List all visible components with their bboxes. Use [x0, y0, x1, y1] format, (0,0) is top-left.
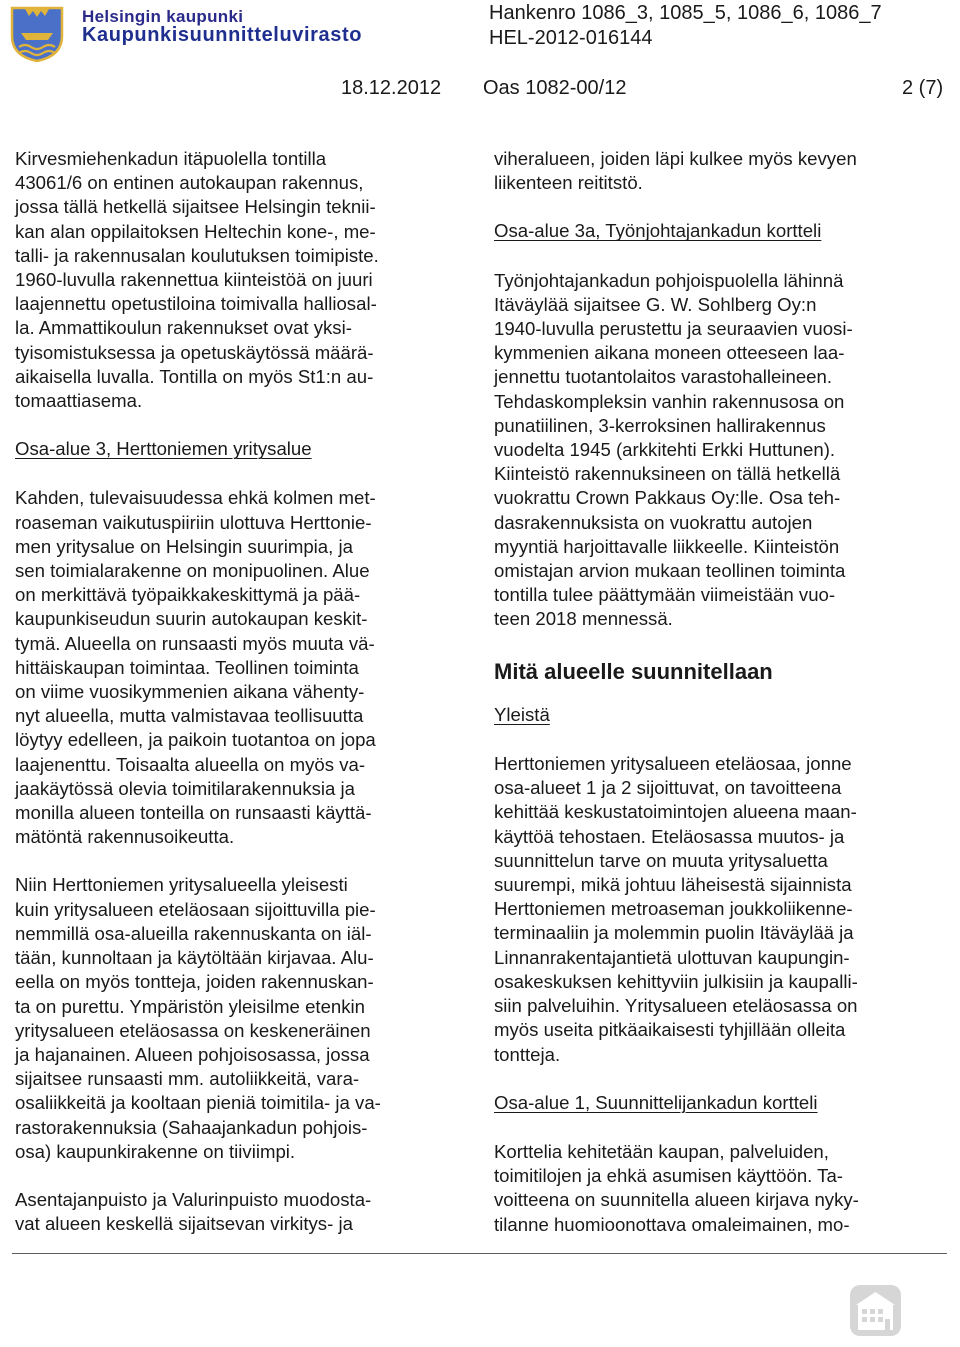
reference-number: HEL-2012-016144	[489, 27, 653, 49]
right-column	[494, 147, 879, 1237]
heading-osa-alue-3: Osa-alue 3, Herttoniemen yritysalue	[15, 438, 312, 460]
org-name-city: Helsingin kaupunki	[82, 7, 244, 26]
paragraph-viheralue: viheralueen, joiden läpi kulkee myös kevyen liikenteen reititstö.	[494, 148, 857, 194]
left-column	[15, 147, 400, 1236]
paragraph-sohlberg: Työnjohtajankadun pohjoispuolella lähinnä Itäväylää sijaitsee G. W. Sohlberg Oy:n 1940-luvulla perustettu ja seuraavien vuosi- kymmenien aikana moneen otteeseen laa- jennettu tuotantolaitos varastohalleineen. Tehdaskompleksin vanhin rakennusosa on punatiilinen, 3-kerroksinen hallirakennus vuodelta 1945 (arkkitehti Erkki Huttunen). Kiinteistö rakennuksineen on tällä hetkellä vuokrattu Crown Pakkaus Oy:lle. Osa teh- dasrakennuksista on vuokrattu autojen myyntiä harjoittavalle liikkeelle. Kiinteistön omistajan arvion mukaan teollinen toiminta tontilla tulee päättymään viimeistään vuo- teen 2018 mennessä.	[494, 269, 853, 630]
case-numbers: Hankenro 1086_3, 1085_5, 1086_6, 1086_7	[489, 2, 882, 24]
paragraph-yleista: Herttoniemen yritysalueen eteläosaa, jonne osa-alueet 1 ja 2 sijoittuvat, on tavoitteena kehittää keskustatoimintojen alueena maan- käyttöä tehostaen. Eteläosassa muutos- ja suunnittelun tarve on muuta yritysaluetta suurempi, mikä johtuu läheisestä sijainnista Herttoniemen metroaseman joukkoliikenne- terminaaliin ja molemmin puolin Itäväylää ja Linnanrakentajantietä ulottuvan kaupungin- osakeskuksen kehittyviin julkisiin ja kaupalli- siin palveluihin. Yritysalueen eteläosassa on myös useita pitkäaikaisesti tyhjillään olleita tontteja.	[494, 753, 858, 1065]
building-watermark-icon	[849, 1284, 902, 1337]
org-name-department: Kaupunkisuunnitteluvirasto	[82, 24, 363, 46]
paragraph-kortteli: Korttelia kehitetään kaupan, palveluiden, toimitilojen ja ehkä asumisen käyttöön. Ta- voitteena on suunnitella alueen kirjava nyky- tilanne huomioonottava omaleimainen, mo-	[494, 1140, 859, 1235]
paragraph-puistot: Asentajanpuisto ja Valurinpuisto muodosta- vat alueen keskellä sijaitsevan virkitys- ja	[15, 1188, 372, 1235]
paragraph-heltech: Kirvesmiehenkadun itäpuolella tontilla 43061/6 on entinen autokaupan rakennus, jossa tällä hetkellä sijaitsee Helsingin teknii- kan alan oppilaitoksen Heltechin kone-, me- talli- ja rakennusalan koulutuksen toimipiste. 1960-luvulla rakennettua kiinteistöä on juuri laajennettu opetustiloina toimivalla halliosal- la. Ammattikoulun rakennukset ovat yksi- tyisomistuksessa ja opetuskäytössä määrä- aikaisella luvalla. Tontilla on myös St1:n au- tomaattiasema.	[15, 148, 379, 412]
heading-yleista: Yleistä	[494, 703, 550, 725]
paragraph-yritysalue: Kahden, tulevaisuudessa ehkä kolmen met- roaseman vaikutuspiiriin ulottuva Herttonie- men yritysalue on Helsingin suurimpia, ja sen toimialarakenne on monipuolinen. Alue on merkittävä työpaikkakeskittymä ja pää- kaupunkiseudun suurin autokaupan keskit- tymä. Alueella on runsaasti myös muuta vä- hittäiskaupan toimintaa. Teollinen toiminta on viime vuosikymmenien aikana vähenty- nyt alueella, mutta valmistavaa teollisuutta löytyy edelleen, ja paikoin tuotantoa on jopa laajenenttu. Toisaalta alueella on myös va- jaakäytössä olevia toimitilarakennuksia ja monilla alueen tonteilla on runsaasti käyttä- mätöntä rakennusoikeutta.	[15, 487, 376, 848]
paragraph-rakennuskanta: Niin Herttoniemen yritysalueella yleisesti kuin yritysalueen eteläosaan sijoittuvilla pie- nemmillä osa-alueilla rakennuskanta on iäl- tään, kunnoltaan ja käytöltään kirjavaa. Alu- eella on myös tontteja, joiden rakennuskan- ta on purettu. Ympäristön yleisilme etenkin yritysalueen eteläosassa on keskeneräinen ja hajanainen. Alueen pohjoisosassa, jossa sijaitsee runsaasti mm. autoliikkeitä, vara- osaliikkeitä ja kooltaan pieniä toimitila- ja va- rastorakennuksia (Sahaajankadun pohjois- osa) kaupunkirakenne on tiiviimpi.	[15, 874, 381, 1162]
footer-divider	[12, 1253, 947, 1254]
helsinki-crest-icon	[9, 6, 65, 62]
document-date: 18.12.2012	[341, 77, 442, 99]
page-number: 2 (7)	[902, 77, 944, 99]
document-id: Oas 1082-00/12	[483, 77, 627, 99]
heading-osa-alue-3a: Osa-alue 3a, Työnjohtajankadun kortteli	[494, 220, 822, 242]
section-title: Mitä alueelle suunnitellaan	[494, 658, 773, 684]
heading-osa-alue-1: Osa-alue 1, Suunnittelijankadun kortteli	[494, 1091, 818, 1113]
